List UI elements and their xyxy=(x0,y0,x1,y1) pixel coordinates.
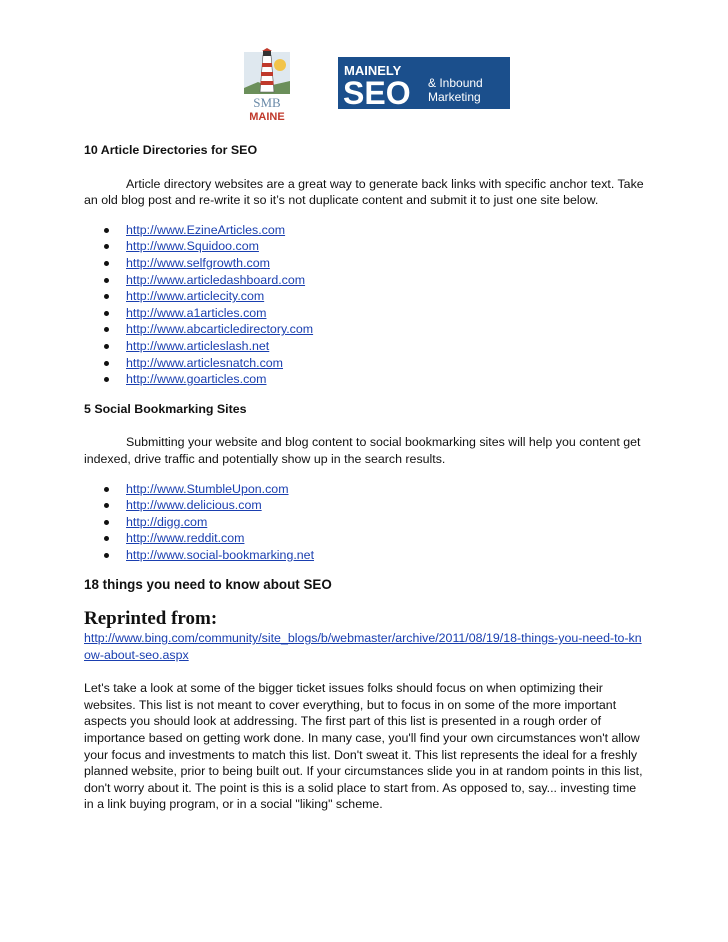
smb-logo-text: SMB xyxy=(253,95,281,110)
link-selfgrowth[interactable]: http://www.selfgrowth.com xyxy=(126,255,270,270)
list-item xyxy=(84,481,644,498)
list-item xyxy=(84,305,644,322)
list-item xyxy=(84,272,644,289)
link-digg[interactable]: http://digg.com xyxy=(126,514,208,529)
maine-logo-text: MAINE xyxy=(249,111,285,123)
reprinted-from-heading: Reprinted from: xyxy=(84,608,218,630)
mainely-seo-logo xyxy=(338,57,510,109)
inbound-text: & Inbound xyxy=(428,76,483,90)
article-body-paragraph: Let's take a look at some of the bigger ticket issues folks should focus on when optimizing their websites. This list is not meant to cover everything, but to focus in on some of the more important aspects you should look at addressing. The first part of this list is presented in a rough order of importance based on getting work done. In many case, you'll find your own circumstances won't allow your focus and investments to match this list. Don't sweat it. This list represents the ideal for a freshly planned website, prior to being built out. If your circumstances slide you in at random points in this list, don't worry about it. The point is this is a solid place to start from. As opposed to, say... investing time in a link buying program, or in a social "liking" scheme. xyxy=(84,681,643,812)
link-delicious[interactable]: http://www.delicious.com xyxy=(126,498,262,513)
smb-maine-logo xyxy=(238,48,296,124)
list-item xyxy=(84,321,644,338)
list-item xyxy=(84,547,644,564)
list-item xyxy=(84,497,644,514)
article-directory-list xyxy=(84,222,644,388)
list-item xyxy=(84,514,644,531)
link-stumbleupon[interactable]: http://www.StumbleUpon.com xyxy=(126,481,289,496)
link-a1articles[interactable]: http://www.a1articles.com xyxy=(126,305,267,320)
section-intro-social-bookmarking: Submitting your website and blog content to social bookmarking sites will help you content get indexed, drive traffic and potentially show up in the search results. xyxy=(84,435,641,466)
list-item xyxy=(84,222,644,239)
section-heading-article-directories: 10 Article Directories for SEO xyxy=(84,143,258,157)
section-heading-social-bookmarking: 5 Social Bookmarking Sites xyxy=(84,401,247,416)
list-item xyxy=(84,338,644,355)
link-reddit[interactable]: http://www.reddit.com xyxy=(126,531,245,546)
list-item xyxy=(84,371,644,388)
list-item xyxy=(84,355,644,372)
link-articledashboard[interactable]: http://www.articledashboard.com xyxy=(126,272,306,287)
mainely-text: MAINELY xyxy=(344,63,402,78)
section-heading-18-things: 18 things you need to know about SEO xyxy=(84,577,332,593)
link-articleslash[interactable]: http://www.articleslash.net xyxy=(126,338,270,353)
social-bookmarking-list xyxy=(84,481,644,564)
link-social-bookmarking[interactable]: http://www.social-bookmarking.net xyxy=(126,547,315,562)
link-goarticles[interactable]: http://www.goarticles.com xyxy=(126,372,267,387)
source-url-link[interactable]: http://www.bing.com/community/site_blogs/b/webmaster/archive/2011/08/19/18-things-you-need-to-know-about-seo.aspx xyxy=(84,631,642,662)
list-item xyxy=(84,238,644,255)
list-item xyxy=(84,255,644,272)
link-abcarticledirectory[interactable]: http://www.abcarticledirectory.com xyxy=(126,322,314,337)
link-ezinearticles[interactable]: http://www.EzineArticles.com xyxy=(126,222,286,237)
document-body xyxy=(84,142,644,813)
link-squidoo[interactable]: http://www.Squidoo.com xyxy=(126,239,259,254)
link-articlesnatch[interactable]: http://www.articlesnatch.com xyxy=(126,355,284,370)
section-intro-article-directories: Article directory websites are a great way to generate back links with specific anchor text. Take an old blog post and re-write it so it’s not duplicate content and submit it to just one site below. xyxy=(84,176,644,208)
seo-text: SEO xyxy=(343,75,411,109)
list-item xyxy=(84,288,644,305)
list-item xyxy=(84,530,644,547)
marketing-text: Marketing xyxy=(428,90,481,104)
link-articlecity[interactable]: http://www.articlecity.com xyxy=(126,289,265,304)
